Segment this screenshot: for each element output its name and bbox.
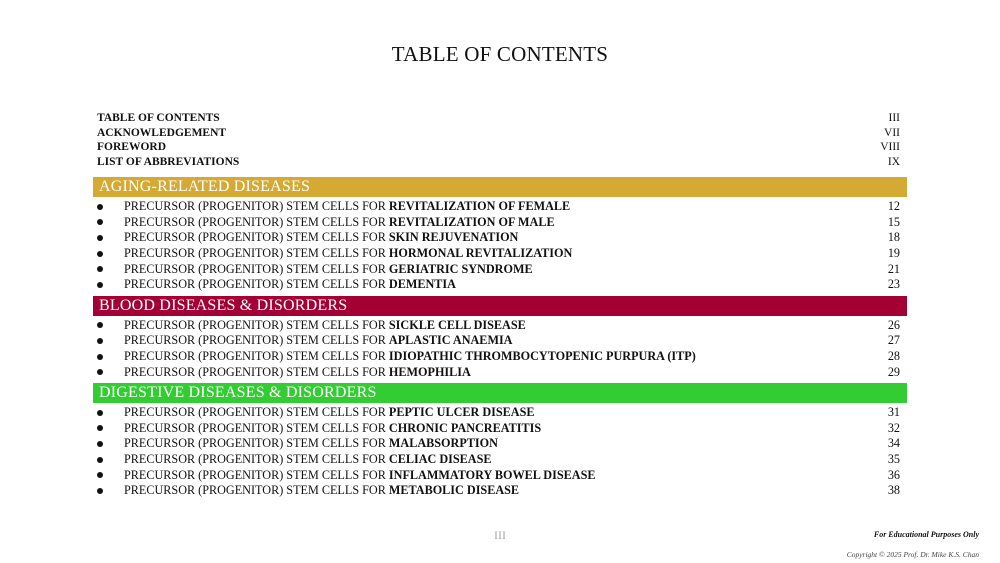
toc-item[interactable] [93,483,907,499]
item-title [124,262,860,277]
item-topic: INFLAMMATORY BOWEL DISEASE [388,467,596,482]
bullet-icon [97,282,103,288]
bullet-icon [97,425,103,431]
item-topic: REVITALIZATION OF MALE [388,214,555,229]
entry-label: LIST OF ABBREVIATIONS [97,155,240,168]
entry-page: III [888,112,900,125]
item-page: 29 [887,364,900,379]
item-title [124,333,860,348]
item-prefix: PRECURSOR (PROGENITOR) STEM CELLS FOR [124,246,389,261]
item-title [124,215,860,230]
bullet-icon [97,369,103,375]
toc-item[interactable] [93,230,907,246]
toc-entry-list-of-abbreviations[interactable] [97,155,900,170]
item-prefix: PRECURSOR (PROGENITOR) STEM CELLS FOR [124,436,389,451]
item-title [124,405,860,420]
bullet-icon [97,235,103,241]
toc-item[interactable] [93,318,907,334]
item-topic: SICKLE CELL DISEASE [388,317,526,332]
item-topic: DEMENTIA [388,277,456,292]
entry-label: FOREWORD [97,141,166,154]
item-prefix: PRECURSOR (PROGENITOR) STEM CELLS FOR [124,261,389,276]
item-topic: CHRONIC PANCREATITIS [388,420,542,435]
item-page: 15 [887,214,900,229]
toc-item[interactable] [93,467,907,483]
toc-item[interactable] [93,421,907,437]
bullet-icon [97,266,103,272]
toc-item[interactable] [93,333,907,349]
item-title [124,199,860,214]
item-title [124,365,860,380]
item-page: 23 [887,277,900,292]
item-topic: HEMOPHILIA [388,364,471,379]
item-page: 38 [887,483,900,498]
item-prefix: PRECURSOR (PROGENITOR) STEM CELLS FOR [124,364,389,379]
item-page: 31 [887,405,900,420]
item-title [124,421,860,436]
item-topic: CELIAC DISEASE [388,452,492,467]
item-page: 28 [887,349,900,364]
item-topic: SKIN REJUVENATION [388,230,519,245]
front-matter-list [97,111,900,169]
item-title [124,349,860,364]
item-title [124,230,860,245]
toc-item[interactable] [93,215,907,231]
item-topic: PEPTIC ULCER DISEASE [388,405,535,420]
item-prefix: PRECURSOR (PROGENITOR) STEM CELLS FOR [124,277,389,292]
item-page: 35 [887,452,900,467]
bullet-icon [97,251,103,257]
item-title [124,246,860,261]
item-topic: METABOLIC DISEASE [388,483,520,498]
item-page: 27 [887,333,900,348]
toc-item[interactable] [93,277,907,293]
toc-item[interactable] [93,246,907,262]
bullet-icon [97,472,103,478]
item-title [124,452,860,467]
item-page: 21 [887,261,900,276]
toc-entry-foreword[interactable] [97,140,900,155]
entry-page: VIII [880,141,900,154]
bullet-icon [97,354,103,360]
bullet-icon [97,488,103,494]
item-title [124,483,860,498]
page-title: TABLE OF CONTENTS [391,42,609,66]
section-item-list [93,403,907,502]
item-title [124,468,860,483]
bullet-icon [97,204,103,210]
item-topic: GERIATRIC SYNDROME [388,261,533,276]
item-prefix: PRECURSOR (PROGENITOR) STEM CELLS FOR [124,405,389,420]
section-item-list [93,197,907,296]
item-prefix: PRECURSOR (PROGENITOR) STEM CELLS FOR [124,483,389,498]
item-prefix: PRECURSOR (PROGENITOR) STEM CELLS FOR [124,317,389,332]
item-title [124,277,860,292]
footer-page-number: III [494,528,506,542]
section-header: AGING-RELATED DISEASES [93,177,907,197]
toc-item[interactable] [93,349,907,365]
item-prefix: PRECURSOR (PROGENITOR) STEM CELLS FOR [124,199,389,214]
item-page: 32 [887,420,900,435]
bullet-icon [97,410,103,416]
item-page: 18 [887,230,900,245]
item-page: 19 [887,246,900,261]
item-topic: HORMONAL REVITALIZATION [388,246,573,261]
item-page: 12 [887,199,900,214]
item-title [124,436,860,451]
toc-item[interactable] [93,261,907,277]
toc-item[interactable] [93,364,907,380]
section-item-list [93,316,907,383]
educational-note: For Educational Purposes Only [873,530,979,539]
entry-label: ACKNOWLEDGEMENT [97,126,227,139]
item-prefix: PRECURSOR (PROGENITOR) STEM CELLS FOR [124,452,389,467]
section-header: DIGESTIVE DISEASES & DISORDERS [93,383,907,403]
item-topic: IDIOPATHIC THROMBOCYTOPENIC PURPURA (ITP) [388,349,696,364]
toc-item[interactable] [93,199,907,215]
bullet-icon [97,441,103,447]
item-prefix: PRECURSOR (PROGENITOR) STEM CELLS FOR [124,333,389,348]
item-topic: REVITALIZATION OF FEMALE [388,199,571,214]
item-page: 36 [887,467,900,482]
item-prefix: PRECURSOR (PROGENITOR) STEM CELLS FOR [124,230,389,245]
toc-item[interactable] [93,452,907,468]
toc-entry-acknowledgement[interactable] [97,126,900,141]
bullet-icon [97,322,103,328]
item-prefix: PRECURSOR (PROGENITOR) STEM CELLS FOR [124,420,389,435]
section-header: BLOOD DISEASES & DISORDERS [93,296,907,316]
item-prefix: PRECURSOR (PROGENITOR) STEM CELLS FOR [124,214,389,229]
item-page: 34 [887,436,900,451]
bullet-icon [97,219,103,225]
copyright-note: Copyright © 2025 Prof. Dr. Mike K.S. Chan [846,550,979,559]
entry-page: IX [887,155,900,168]
toc-item[interactable] [93,405,907,421]
entry-page: VII [884,126,900,139]
item-prefix: PRECURSOR (PROGENITOR) STEM CELLS FOR [124,467,389,482]
item-topic: MALABSORPTION [388,436,498,451]
entry-label: TABLE OF CONTENTS [97,112,220,125]
item-title [124,318,860,333]
bullet-icon [97,457,103,463]
toc-item[interactable] [93,436,907,452]
bullet-icon [97,338,103,344]
item-topic: APLASTIC ANAEMIA [388,333,513,348]
item-page: 26 [887,317,900,332]
toc-sections [93,177,907,502]
toc-entry-table-of-contents[interactable] [97,111,900,126]
item-prefix: PRECURSOR (PROGENITOR) STEM CELLS FOR [124,349,389,364]
